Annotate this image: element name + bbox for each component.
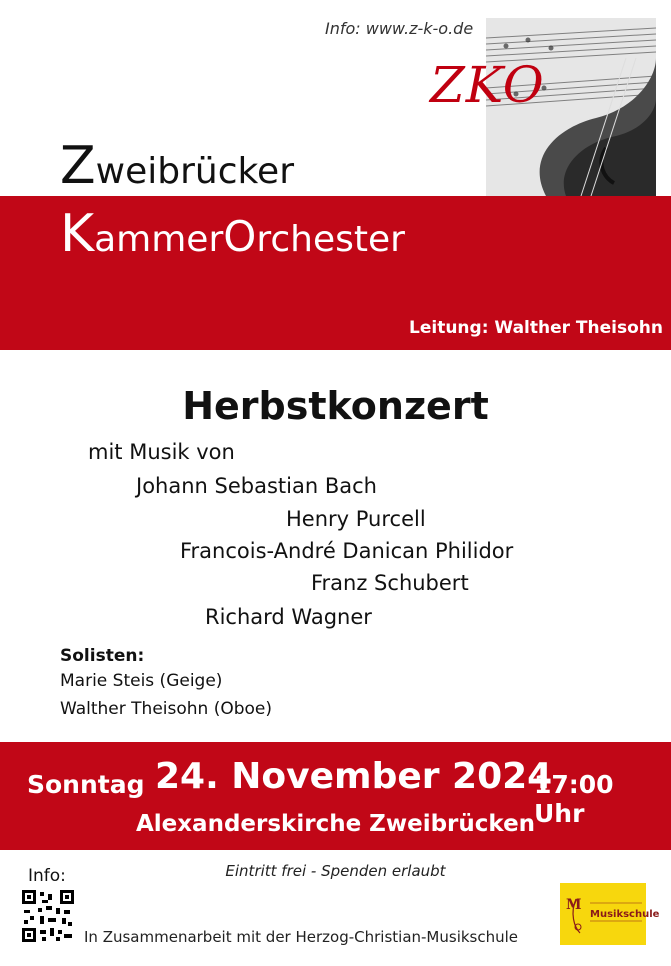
title-line-1 — [60, 136, 294, 196]
cooperation-note: In Zusammenarbeit mit der Herzog-Christian-Musikschule — [84, 928, 519, 946]
composer-item: Franz Schubert — [311, 571, 469, 595]
soloist-item: Marie Steis (Geige) — [60, 671, 223, 691]
soloist-item: Walther Theisohn (Oboe) — [60, 699, 273, 719]
zko-logo: ZKO — [430, 56, 545, 114]
musikschule-logo — [560, 883, 660, 945]
title-line-2-initial-o: O — [223, 212, 257, 261]
info-label: Info: — [28, 866, 66, 886]
title-line-2-rest: rchester — [256, 219, 405, 260]
title-line-2 — [60, 204, 405, 264]
composer-item: Henry Purcell — [286, 507, 426, 531]
info-url[interactable]: Info: www.z-k-o.de — [325, 19, 474, 38]
title-line-2-initial-k: K — [60, 204, 95, 264]
composer-item: Richard Wagner — [205, 605, 372, 629]
title-line-1-initial: Z — [60, 136, 96, 196]
composer-item: Johann Sebastian Bach — [136, 474, 377, 498]
event-date: 24. November 2024 — [155, 756, 553, 797]
title-line-2-mid: ammer — [94, 219, 224, 260]
qr-code-icon[interactable] — [22, 890, 74, 942]
entry-note: Eintritt frei - Spenden erlaubt — [225, 862, 446, 880]
soloists-heading: Solisten: — [60, 646, 145, 666]
musikschule-logo-text: Musikschule — [590, 909, 660, 920]
svg-text:M: M — [566, 897, 582, 913]
composer-item: Francois-André Danican Philidor — [180, 539, 514, 563]
concert-title: Herbstkonzert — [182, 384, 489, 428]
program-intro: mit Musik von — [88, 440, 235, 464]
event-venue: Alexanderskirche Zweibrücken — [135, 811, 536, 837]
conductor: Leitung: Walther Theisohn — [409, 318, 663, 338]
event-day: Sonntag — [27, 770, 145, 799]
title-line-1-rest: weibrücker — [95, 151, 294, 192]
event-time: 17:00 Uhr — [534, 770, 614, 828]
